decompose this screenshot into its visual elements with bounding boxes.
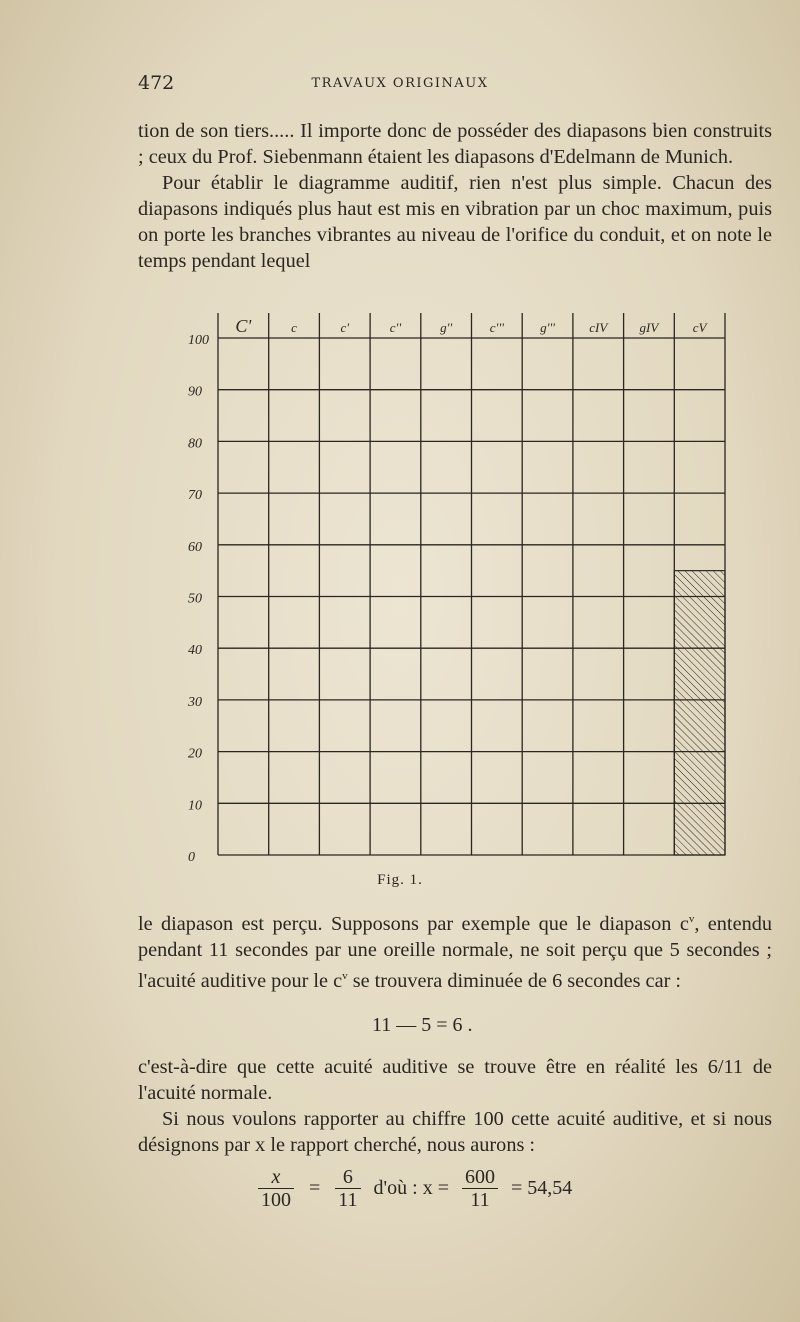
category-label: c' [340,320,350,335]
body-text-end [138,1054,772,1158]
category-label: C' [235,316,252,336]
formula: $\frac{x}{100}$ = $\frac{6}{11}$ d'où : x = $\frac{600}{11}$ = 54,54 [258,1166,738,1211]
y-tick-label: 20 [188,746,202,762]
page-number: 472 [138,72,175,94]
category-label: c [291,320,297,335]
page-header [0,72,800,96]
equation-subtraction: 11 — 5 = 6 . [372,1014,473,1036]
body-text-bottom [138,906,772,994]
bar-9 [674,571,725,855]
y-tick-label: 10 [188,798,202,814]
paragraph-2: Pour établir le diagramme auditif, rien n'est plus simple. Chacun des diapasons indiqués plus haut est mis en vibration par un choc maximum, puis on porte les branches vibrantes au niveau de l'orifice du conduit, et on note le temps pendant lequel [138,172,772,272]
y-tick-label: 90 [188,384,202,400]
fraction-x-over-100: $\frac{x}{100}$ [258,1166,294,1211]
category-label: gIV [639,320,659,335]
y-tick-label: 30 [188,694,202,710]
category-label: cV [692,320,707,335]
category-label: cIV [589,320,608,335]
category-label: c''' [489,320,504,335]
y-tick-label: 40 [188,643,202,659]
y-tick-label: 50 [188,591,202,607]
y-tick-label: 100 [188,333,209,348]
figure-caption: Fig. 1. [377,872,423,888]
y-tick-label: 60 [188,539,202,555]
category-label: g'' [440,320,453,335]
body-text-top [138,118,772,274]
y-tick-label: 0 [188,850,195,865]
paragraph-4: c'est-à-dire que cette acuité auditive se trouve être en réalité les 6/11 de l'acuité normale. [138,1056,772,1104]
category-label: c'' [389,320,402,335]
category-label: g''' [540,320,555,335]
running-title: TRAVAUX ORIGINAUX [311,76,489,91]
y-tick-label: 80 [188,436,202,452]
audiogram-chart [150,305,740,870]
fraction-6-over-11: $\frac{6}{11}$ [335,1166,360,1211]
fraction-600-over-11: $\frac{600}{11}$ [462,1166,498,1211]
y-tick-label: 70 [188,488,202,504]
paragraph-3: le diapason est perçu. Supposons par exemple que le diapason $c^v$, entendu pendant 11 secondes par une oreille normale, ne soit perçu que 5 secondes ; l'acuité auditive pour le $c^v$ se trouvera diminuée de 6 secondes car : [138,912,772,992]
paragraph-5: Si nous voulons rapporter au chiffre 100 cette acuité auditive, et si nous désignons par x le rapport cherché, nous aurons : [138,1108,772,1156]
paragraph-1: tion de son tiers..... Il importe donc de posséder des diapasons bien construits ; ceux du Prof. Siebenmann étaient les diapasons d'Edelmann de Munich. [138,120,772,168]
